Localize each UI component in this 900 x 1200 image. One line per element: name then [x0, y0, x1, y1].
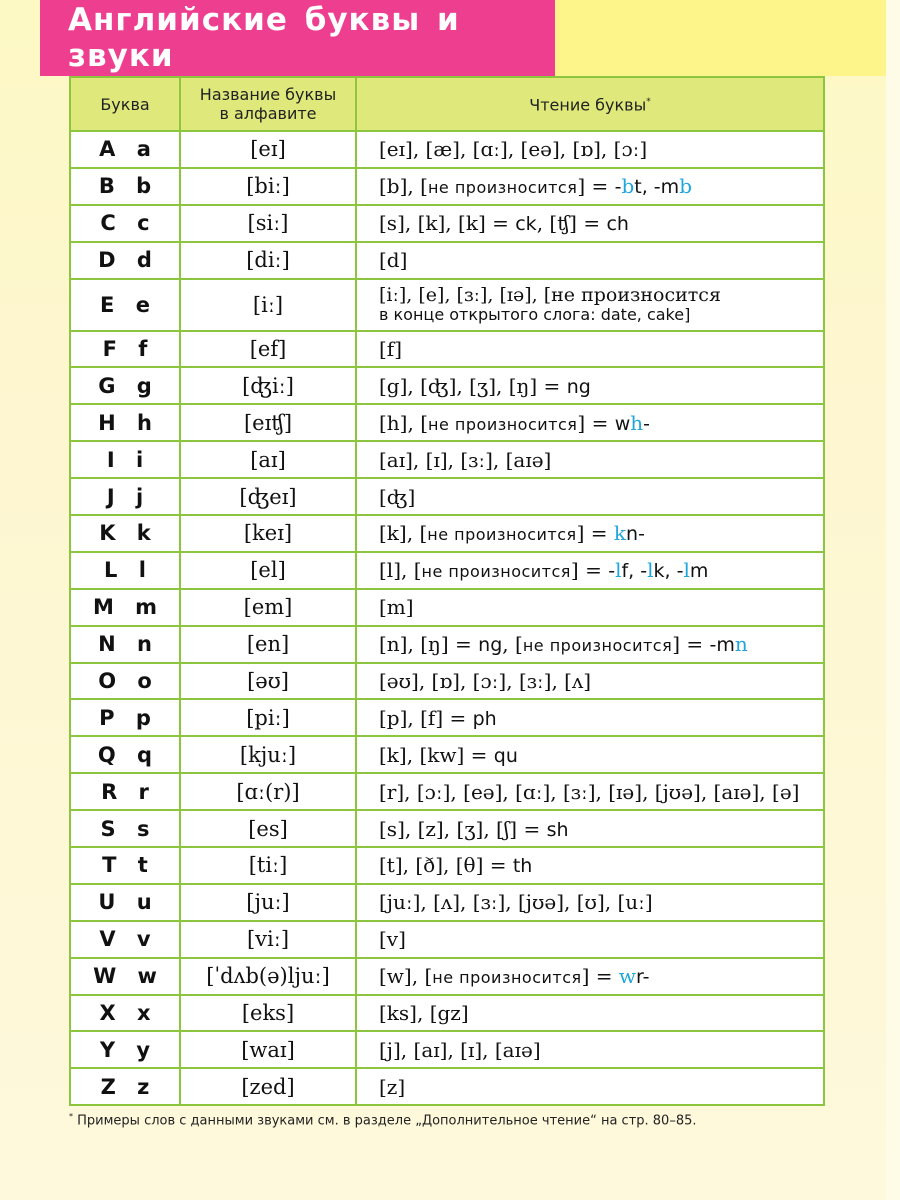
reading-segment: th [512, 855, 533, 878]
reading-segment: [s], [k], [k] = [379, 211, 516, 236]
table-row [70, 331, 824, 368]
reading-segment: - [643, 412, 650, 435]
letter-name-cell: [biː] [180, 168, 356, 205]
letter-name-cell: [en] [180, 626, 356, 663]
reading-cell [356, 773, 824, 810]
reading-segment: [r], [ɔː], [eə], [ɑː], [ɜː], [ɪə], [jʊə], [aɪə], [ə] [379, 779, 800, 804]
letter-cell: S s [70, 810, 180, 847]
title-banner [40, 0, 555, 76]
table-row [70, 921, 824, 958]
table-row [70, 773, 824, 810]
reading-segment: [k], [ [379, 521, 428, 546]
letter-cell: P p [70, 699, 180, 736]
letter-cell: H h [70, 404, 180, 441]
reading-cell [356, 847, 824, 884]
table-row [70, 589, 824, 626]
reading-segment: ] = [577, 410, 615, 435]
reading-segment: [ks], [gz] [379, 1001, 469, 1026]
reading-segment: [s], [z], [ʒ], [ʃ] = [379, 816, 547, 841]
reading-segment: n- [626, 523, 645, 546]
letter-cell: F f [70, 331, 180, 368]
letter-cell: C c [70, 205, 180, 242]
letter-cell: X x [70, 995, 180, 1032]
reading-segment: не произносится [427, 525, 577, 545]
reading-segment: , [ʧ] = [536, 211, 607, 236]
letter-cell: O o [70, 663, 180, 700]
letter-cell: K k [70, 515, 180, 552]
letter-name-cell: [zed] [180, 1068, 356, 1105]
footnote [69, 1112, 697, 1128]
reading-segment: не произносится [421, 562, 571, 582]
table-row [70, 1031, 824, 1068]
header-letter: Буква [70, 77, 180, 131]
reading-segment: [juː], [ʌ], [ɜː], [jʊə], [ʊ], [uː] [379, 890, 653, 915]
reading-segment: ] = [581, 964, 619, 989]
letter-name-cell: [es] [180, 810, 356, 847]
silent-letter-highlight: w [618, 964, 637, 989]
letter-cell: R r [70, 773, 180, 810]
table-row [70, 367, 824, 404]
reading-segment: ] = [570, 558, 609, 583]
silent-letter-highlight: b [621, 174, 635, 199]
reading-segment: , [ [502, 632, 523, 657]
header-reading [356, 77, 824, 131]
letter-name-cell: [piː] [180, 699, 356, 736]
reading-segment: qu [493, 744, 518, 767]
reading-cell [356, 589, 824, 626]
reading-segment: [g], [ʤ], [ʒ], [ŋ] = [379, 373, 567, 398]
table-row [70, 995, 824, 1032]
table-row [70, 478, 824, 515]
table-row [70, 663, 824, 700]
table-row [70, 884, 824, 921]
letter-cell: B b [70, 168, 180, 205]
silent-letter-highlight: b [679, 174, 692, 199]
letter-cell: Z z [70, 1068, 180, 1105]
letter-cell: I i [70, 441, 180, 478]
letter-cell: V v [70, 921, 180, 958]
reading-segment: [m] [379, 595, 414, 620]
letter-name-cell: [waɪ] [180, 1031, 356, 1068]
alphabet-table [69, 76, 825, 1106]
reading-cell [356, 515, 824, 552]
table-header-row [70, 77, 824, 131]
reading-segment: - [614, 176, 622, 199]
reading-cell [356, 810, 824, 847]
letter-name-cell: [ʤeɪ] [180, 478, 356, 515]
table-row [70, 552, 824, 589]
table-row [70, 441, 824, 478]
table-body [70, 131, 824, 1105]
reading-segment: -m [709, 634, 735, 657]
letter-cell: J j [70, 478, 180, 515]
letter-name-cell: [tiː] [180, 847, 356, 884]
reading-cell [356, 958, 824, 995]
reading-segment: sh [546, 818, 569, 841]
silent-letter-highlight: l [683, 558, 690, 583]
reading-cell [356, 279, 824, 331]
letter-name-cell: [diː] [180, 242, 356, 279]
reading-segment: [n], [ŋ] = [379, 632, 479, 657]
reading-cell [356, 331, 824, 368]
letter-name-cell: [keɪ] [180, 515, 356, 552]
reading-cell [356, 441, 824, 478]
reading-segment: ng [566, 375, 591, 398]
letter-name-cell: [viː] [180, 921, 356, 958]
table-row [70, 404, 824, 441]
reading-segment: k, - [653, 560, 684, 583]
reading-line1: [iː], [e], [ɜː], [ɪə], [не произносится [379, 283, 721, 306]
table-row [70, 205, 824, 242]
table-row [70, 626, 824, 663]
reading-segment: ph [472, 707, 497, 730]
letter-cell: T t [70, 847, 180, 884]
reading-cell [356, 1068, 824, 1105]
reading-segment: [h], [ [379, 410, 429, 435]
reading-segment: w [614, 412, 631, 435]
reading-segment: [z] [379, 1074, 406, 1099]
top-yellow-band [555, 0, 886, 76]
header-name [180, 77, 356, 131]
letter-name-cell: [em] [180, 589, 356, 626]
reading-segment: [ʤ] [379, 484, 416, 509]
reading-cell [356, 663, 824, 700]
footnote-mark: * [69, 1112, 73, 1121]
reading-segment: [t], [ð], [θ] = [379, 853, 513, 878]
reading-segment: не произносится [427, 178, 578, 198]
letter-cell: Q q [70, 736, 180, 773]
reading-segment: [əʊ], [ɒ], [ɔː], [ɜː], [ʌ] [379, 669, 592, 694]
letter-name-cell: [eɪ] [180, 131, 356, 168]
silent-letter-highlight: h [630, 410, 644, 435]
reading-cell [356, 242, 824, 279]
reading-segment: [aɪ], [ɪ], [ɜː], [aɪə] [379, 447, 552, 472]
reading-cell [356, 921, 824, 958]
reading-cell [356, 168, 824, 205]
table-row [70, 810, 824, 847]
page-title: Английские буквы и звуки [68, 2, 460, 74]
reading-segment: ck [515, 213, 537, 236]
reading-segment: не произносится [432, 968, 582, 988]
letter-name-cell: [ɑː(r)] [180, 773, 356, 810]
reading-segment: [f] [379, 337, 403, 361]
reading-segment: [j], [aɪ], [ɪ], [aɪə] [379, 1037, 541, 1062]
letter-name-cell: [siː] [180, 205, 356, 242]
letter-name-cell: [eks] [180, 995, 356, 1032]
reading-cell [356, 131, 824, 168]
reading-segment: ] = [672, 632, 710, 657]
reading-cell [356, 367, 824, 404]
table-row [70, 515, 824, 552]
reading-cell [356, 478, 824, 515]
table-row [70, 847, 824, 884]
reading-cell [356, 626, 824, 663]
table-row [70, 736, 824, 773]
silent-letter-highlight: n [734, 632, 748, 657]
table-row [70, 168, 824, 205]
reading-segment: не произносится [428, 414, 578, 434]
reading-segment: [b], [ [379, 174, 428, 199]
table-row [70, 242, 824, 279]
letter-cell: U u [70, 884, 180, 921]
reading-segment: ng [478, 634, 503, 657]
reading-line2: в конце открытого слога: date, cake] [379, 304, 691, 324]
letter-name-cell: [aɪ] [180, 441, 356, 478]
reading-segment: [v] [379, 927, 406, 952]
reading-cell [356, 736, 824, 773]
table-row [70, 699, 824, 736]
table-row [70, 131, 824, 168]
reading-segment: t, -m [634, 176, 680, 199]
letter-cell: G g [70, 367, 180, 404]
footnote-marker: * [646, 97, 651, 108]
header-name-line1: Название буквы [199, 85, 337, 104]
letter-cell: N n [70, 626, 180, 663]
letter-cell: M m [70, 589, 180, 626]
reading-segment: [l], [ [379, 558, 422, 583]
reading-segment: [k], [kw] = [379, 742, 494, 767]
reading-segment: [eɪ], [æ], [ɑː], [eə], [ɒ], [ɔː] [379, 137, 648, 162]
silent-letter-highlight: l [615, 558, 622, 583]
reading-cell [356, 995, 824, 1032]
reading-segment: f, - [621, 560, 648, 583]
header-reading-label: Чтение буквы [529, 95, 647, 115]
silent-letter-highlight: k [613, 521, 627, 546]
letter-name-cell: [juː] [180, 884, 356, 921]
reading-cell [356, 552, 824, 589]
letter-cell: D d [70, 242, 180, 279]
letter-cell: A a [70, 131, 180, 168]
letter-name-cell: [el] [180, 552, 356, 589]
table-row [70, 279, 824, 331]
reading-segment: [d] [379, 248, 408, 273]
table-row [70, 958, 824, 995]
letter-name-cell: [əʊ] [180, 663, 356, 700]
reading-segment: r- [636, 966, 650, 989]
letter-cell: Y y [70, 1031, 180, 1068]
reading-segment: [w], [ [379, 964, 433, 989]
reading-cell [356, 884, 824, 921]
reading-segment: ] = [576, 521, 614, 546]
letter-cell: L l [70, 552, 180, 589]
letter-cell: W w [70, 958, 180, 995]
reading-cell [356, 699, 824, 736]
header-name-line2: в алфавите [219, 104, 317, 123]
reading-segment: не произносится [522, 636, 673, 656]
letter-cell: E e [70, 279, 180, 331]
letter-name-cell: [kjuː] [180, 736, 356, 773]
reading-cell [356, 1031, 824, 1068]
letter-name-cell: [iː] [180, 279, 356, 331]
reading-segment: - [608, 560, 616, 583]
reading-segment: ch [606, 213, 629, 236]
letter-name-cell: [eɪʧ] [180, 404, 356, 441]
reading-segment: ] = [577, 174, 615, 199]
letter-name-cell: [ˈdʌb(ə)ljuː] [180, 958, 356, 995]
footnote-text: Примеры слов с данными звуками см. в разделе „Дополнительное чтение“ на стр. 80–85. [77, 1113, 697, 1129]
reading-cell [356, 205, 824, 242]
table-row [70, 1068, 824, 1105]
reading-cell [356, 404, 824, 441]
reading-segment: m [689, 560, 709, 583]
letter-name-cell: [ef] [180, 331, 356, 368]
silent-letter-highlight: l [647, 558, 654, 583]
reading-segment: [p], [f] = [379, 705, 473, 730]
letter-name-cell: [ʤiː] [180, 367, 356, 404]
